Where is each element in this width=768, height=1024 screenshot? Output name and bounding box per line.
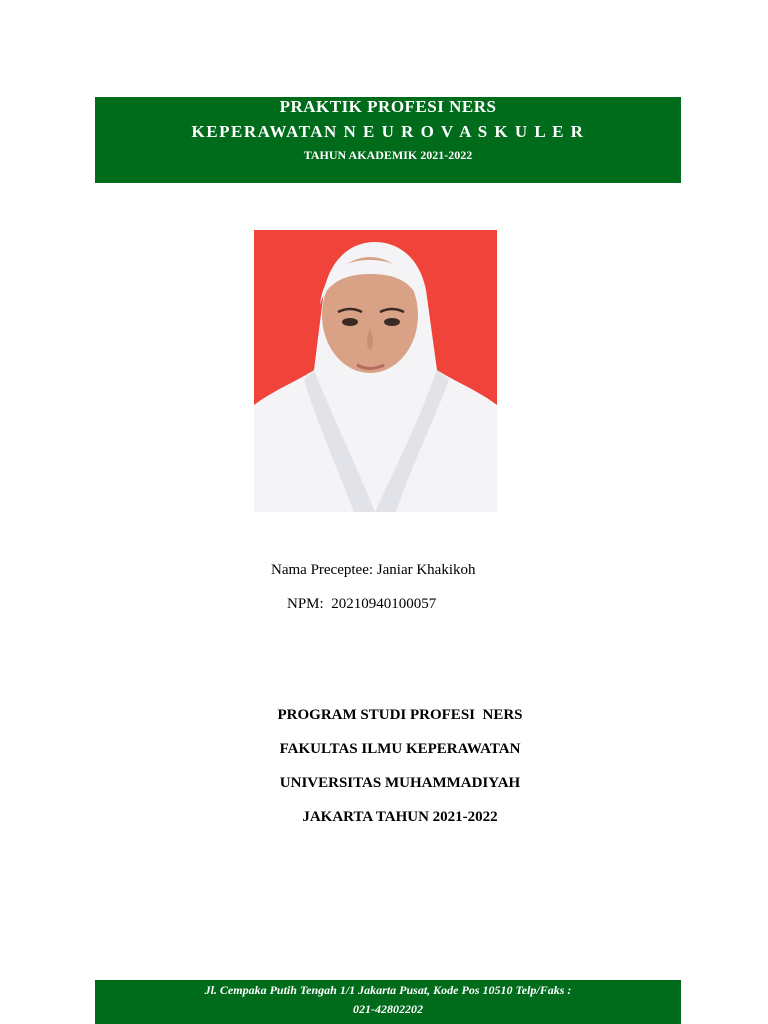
footer-phone: 021-42802202 — [353, 1002, 423, 1016]
student-photo — [254, 230, 497, 512]
npm-value: 20210940100057 — [331, 596, 437, 612]
preceptee-name-label: Nama Preceptee: — [271, 562, 377, 578]
university-name: UNIVERSITAS MUHAMMADIYAH — [279, 775, 521, 791]
header-banner — [95, 97, 681, 183]
header-subtitle: KEPERAWATAN N E U R O V A S K U L E R — [191, 122, 585, 141]
portrait-illustration — [254, 230, 497, 512]
faculty-name: FAKULTAS ILMU KEPERAWATAN — [279, 741, 521, 757]
footer-address: Jl. Cempaka Putih Tengah 1/1 Jakarta Pusat, Kode Pos 10510 Telp/Faks : — [204, 983, 572, 997]
header-academic-year: TAHUN AKADEMIK 2021-2022 — [303, 148, 473, 162]
npm-label: NPM: — [287, 596, 332, 612]
npm-line — [287, 596, 436, 613]
city-year: JAKARTA TAHUN 2021-2022 — [302, 809, 498, 825]
header-title: PRAKTIK PROFESI NERS — [279, 97, 497, 116]
program-name: PROGRAM STUDI PROFESI NERS — [277, 707, 523, 723]
preceptee-name-line — [271, 562, 476, 579]
footer-banner — [95, 980, 681, 1024]
preceptee-name-value: Janiar Khakikoh — [376, 562, 476, 578]
